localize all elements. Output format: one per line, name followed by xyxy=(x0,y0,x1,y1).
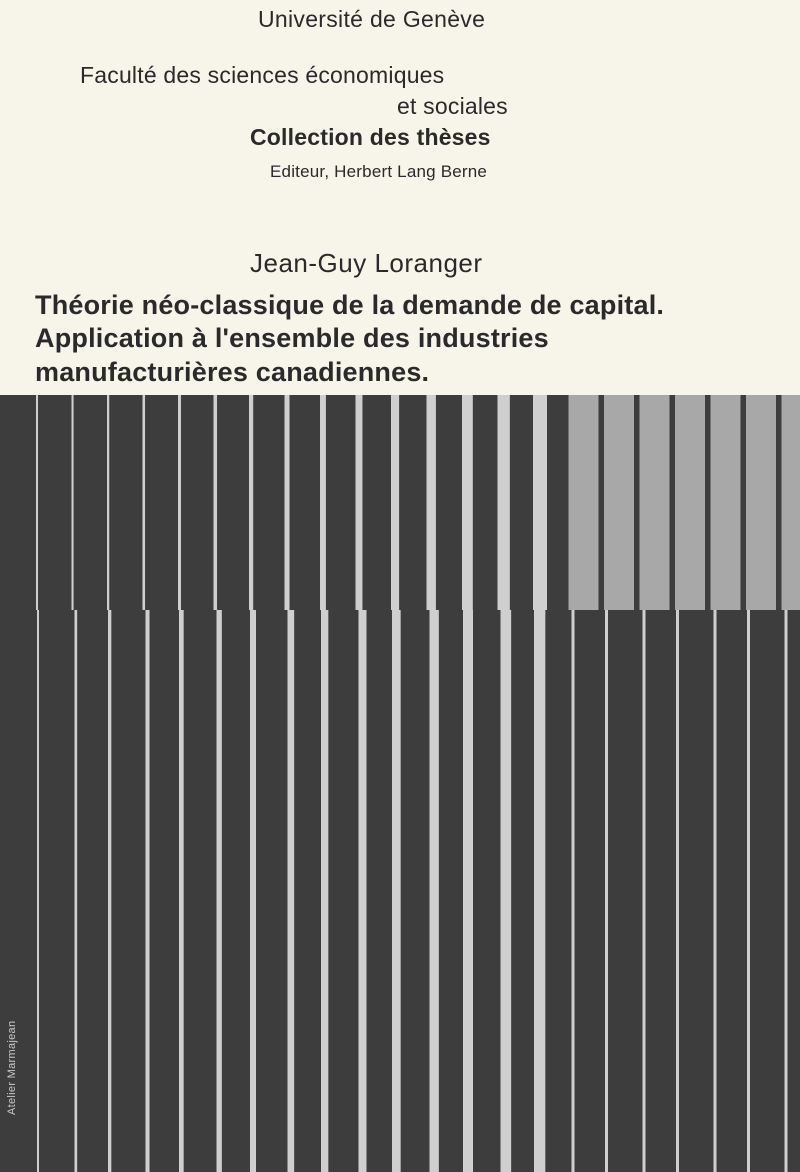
book-title-line-3: manufacturières canadiennes. xyxy=(35,357,430,387)
stripe-bottom xyxy=(747,610,750,1172)
stripe-bottom xyxy=(643,610,646,1172)
stripe-top xyxy=(391,395,399,610)
stripe-bottom xyxy=(321,610,328,1172)
stripe-top xyxy=(36,395,38,610)
stripe-top xyxy=(533,395,547,610)
striped-artwork xyxy=(0,395,800,1172)
stripe-top xyxy=(249,395,253,610)
publisher-line: Editeur, Herbert Lang Berne xyxy=(270,162,488,181)
stripe-bottom xyxy=(714,610,717,1172)
stripe-bottom xyxy=(572,610,575,1172)
stripe-bottom xyxy=(359,610,367,1172)
stripe-bottom xyxy=(676,610,679,1172)
stripe-top xyxy=(427,395,436,610)
stripe-top xyxy=(746,395,776,610)
collection-name: Collection des thèses xyxy=(250,124,491,150)
stripe-bottom xyxy=(217,610,222,1172)
stripe-top xyxy=(356,395,363,610)
author-name: Jean-Guy Loranger xyxy=(250,248,483,278)
faculty-name-line-1: Faculté des sciences économiques xyxy=(80,62,445,88)
stripe-top xyxy=(72,395,74,610)
stripe-top xyxy=(604,395,634,610)
stripe-top xyxy=(107,395,109,610)
design-credit: Atelier Marmajean xyxy=(6,1020,18,1115)
stripe-top xyxy=(143,395,146,610)
stripe-top xyxy=(178,395,181,610)
stripe-top xyxy=(782,395,800,610)
stripe-bottom xyxy=(146,610,150,1172)
stripe-bottom xyxy=(534,610,545,1172)
university-name: Université de Genève xyxy=(258,6,486,32)
stripe-top xyxy=(569,395,599,610)
stripe-top xyxy=(285,395,290,610)
stripe-top xyxy=(711,395,741,610)
stripe-bottom xyxy=(430,610,439,1172)
faculty-name-line-2: et sociales xyxy=(397,93,508,119)
stripe-bottom xyxy=(250,610,256,1172)
stripe-bottom xyxy=(179,610,184,1172)
stripe-top xyxy=(675,395,705,610)
stripe-bottom xyxy=(463,610,473,1172)
stripe-top xyxy=(640,395,670,610)
stripe-top xyxy=(498,395,510,610)
book-title-line-1: Théorie néo-classique de la demande de capital. xyxy=(35,290,665,320)
book-title-line-2: Application à l'ensemble des industries xyxy=(35,323,549,353)
stripe-bottom xyxy=(288,610,295,1172)
stripe-bottom xyxy=(605,610,608,1172)
stripe-bottom xyxy=(785,610,788,1172)
stripe-bottom xyxy=(108,610,111,1172)
stripe-top xyxy=(214,395,218,610)
cover-header xyxy=(0,0,800,395)
stripe-bottom xyxy=(37,610,39,1172)
stripe-bottom xyxy=(501,610,512,1172)
stripe-top xyxy=(320,395,326,610)
stripe-top xyxy=(462,395,473,610)
stripe-bottom xyxy=(75,610,78,1172)
stripe-bottom xyxy=(392,610,401,1172)
stripe-pattern xyxy=(0,395,800,1172)
